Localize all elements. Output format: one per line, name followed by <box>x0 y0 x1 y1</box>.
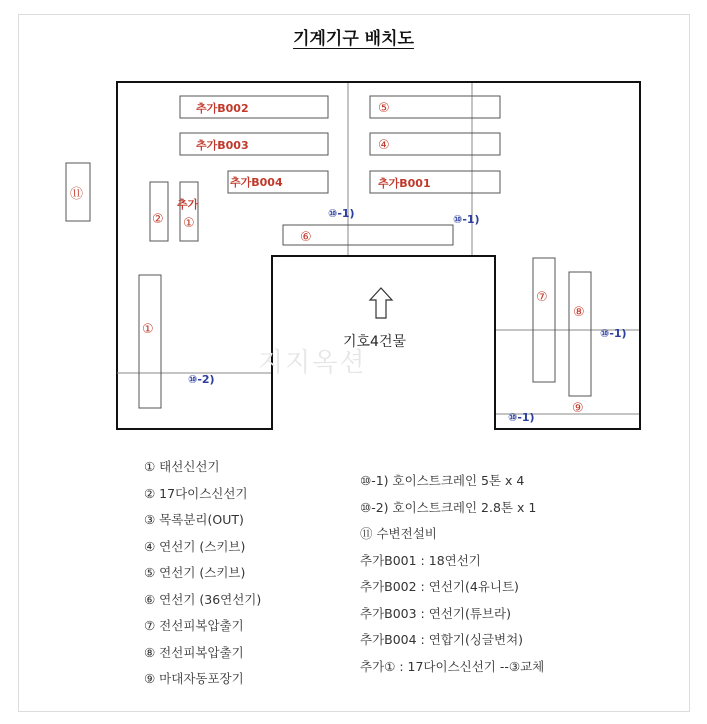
label-machine-1: ① <box>142 322 154 337</box>
legend-item: ④ 연선기 (스키브) <box>144 538 246 554</box>
legend-item: ⑨ 마대자동포장기 <box>144 671 244 686</box>
label-b001: 추가B001 <box>378 177 431 190</box>
legend-item: ② 17다이스신선기 <box>144 485 248 501</box>
label-crane-10-1: ⑩-1) <box>600 327 627 340</box>
label-machine-8: ⑧ <box>573 305 585 320</box>
label-add1-top: 추가 <box>177 198 199 211</box>
label-machine-5: ⑤ <box>378 101 390 116</box>
legend-item: ⑪ 수변전설비 <box>360 526 437 541</box>
machine-1-box <box>139 275 161 408</box>
label-crane-10-2: ⑩-2) <box>188 373 215 386</box>
label-machine-7: ⑦ <box>536 290 548 305</box>
legend-left <box>144 454 261 693</box>
legend-item: 추가B001 : 18연선기 <box>360 552 481 568</box>
diagram-title: 기계기구 배치도 <box>293 29 414 49</box>
machine-8-box <box>569 272 591 396</box>
legend-item: 추가B003 : 연선기(튜브라) <box>360 605 511 621</box>
building-label: 기호4건물 <box>343 334 407 350</box>
label-add1-bottom: ① <box>183 216 195 231</box>
entrance-arrow-icon <box>370 288 392 318</box>
machine-7-box <box>533 258 555 382</box>
legend-item: ⑩-2) 호이스트크레인 2.8톤 x 1 <box>360 499 537 515</box>
legend-item: ① 태선신선기 <box>144 459 220 474</box>
legend-item: ③ 목록분리(OUT) <box>144 512 244 527</box>
machine-add1-box <box>180 182 198 241</box>
label-machine-11: ⑪ <box>70 187 84 202</box>
legend-item: ⑩-1) 호이스트크레인 5톤 x 4 <box>360 473 525 488</box>
legend-item: ⑥ 연선기 (36연선기) <box>144 591 262 607</box>
legend-item: ⑦ 전선피복압출기 <box>144 618 244 633</box>
watermark: 지지옥션 <box>258 348 367 378</box>
label-b002: 추가B002 <box>196 102 249 115</box>
label-machine-2: ② <box>152 212 164 227</box>
label-crane-10-1: ⑩-1) <box>453 213 480 226</box>
legend-item: 추가B002 : 연선기(4유니트) <box>360 579 519 594</box>
legend-item: ⑧ 전선피복압출기 <box>144 644 244 660</box>
label-crane-10-1: ⑩-1) <box>508 411 535 424</box>
label-b003: 추가B003 <box>196 139 249 152</box>
legend-item: ⑤ 연선기 (스키브) <box>144 565 246 580</box>
legend-right <box>360 468 544 680</box>
legend-item: 추가B004 : 연합기(싱글변쳐) <box>360 632 524 647</box>
label-crane-10-1: ⑩-1) <box>328 207 355 220</box>
label-b004: 추가B004 <box>230 176 283 189</box>
legend-item: 추가① : 17다이스신선기 --③교체 <box>360 658 545 674</box>
label-machine-6: ⑥ <box>300 230 312 245</box>
label-machine-9: ⑨ <box>572 401 584 416</box>
label-machine-4: ④ <box>378 138 390 153</box>
